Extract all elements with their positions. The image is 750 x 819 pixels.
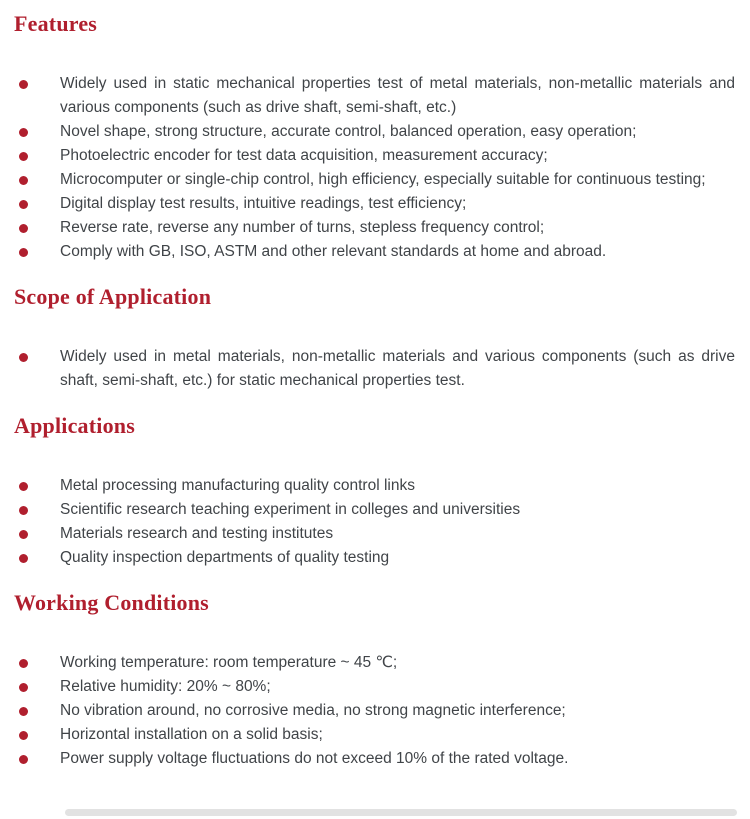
- list-item: [0, 120, 750, 144]
- list-item-text: Horizontal installation on a solid basis;: [60, 726, 323, 743]
- list-item: [0, 651, 750, 675]
- bullet-list: [0, 72, 750, 264]
- list-item: [0, 72, 750, 120]
- list-item-text: Quality inspection departments of quality testing: [60, 549, 390, 566]
- bullet-list: [0, 651, 750, 771]
- list-item: [0, 168, 750, 192]
- bullet-icon: [19, 224, 28, 233]
- horizontal-scrollbar[interactable]: [65, 809, 737, 816]
- list-item: [0, 240, 750, 264]
- bullet-icon: [19, 755, 28, 764]
- list-item-text: Metal processing manufacturing quality control links: [60, 477, 415, 494]
- list-item-text: Materials research and testing institutes: [60, 525, 334, 542]
- list-item: [0, 699, 750, 723]
- section-applications: [0, 415, 750, 570]
- list-item: [0, 192, 750, 216]
- list-item-text: Scientific research teaching experiment in colleges and universities: [60, 501, 521, 518]
- bullet-icon: [19, 248, 28, 257]
- bullet-icon: [19, 530, 28, 539]
- bullet-icon: [19, 152, 28, 161]
- list-item-text: Working temperature: room temperature ~ 45 ℃;: [60, 654, 398, 671]
- list-item-text: Photoelectric encoder for test data acquisition, measurement accuracy;: [60, 147, 548, 164]
- bullet-icon: [19, 353, 28, 362]
- bullet-icon: [19, 554, 28, 563]
- list-item-text: Comply with GB, ISO, ASTM and other relevant standards at home and abroad.: [60, 243, 607, 260]
- section-working-conditions: [0, 592, 750, 771]
- bullet-icon: [19, 200, 28, 209]
- bullet-icon: [19, 683, 28, 692]
- list-item-text: Digital display test results, intuitive readings, test efficiency;: [60, 195, 467, 212]
- list-item: [0, 675, 750, 699]
- list-item-text: Relative humidity: 20% ~ 80%;: [60, 678, 271, 695]
- list-item: [0, 144, 750, 168]
- bullet-icon: [19, 659, 28, 668]
- list-item: [0, 723, 750, 747]
- bullet-icon: [19, 707, 28, 716]
- section-heading-working-conditions: Working Conditions: [14, 590, 209, 615]
- list-item: [0, 474, 750, 498]
- bullet-icon: [19, 128, 28, 137]
- list-item-text: Widely used in metal materials, non-metallic materials and various components (such as drive shaft, semi-shaft, etc.) for static mechanical properties test.: [60, 348, 735, 389]
- list-item: [0, 747, 750, 771]
- list-item: [0, 498, 750, 522]
- list-item-text: Microcomputer or single-chip control, high efficiency, especially suitable for continuous testing;: [60, 171, 706, 188]
- document-sections: [0, 13, 750, 771]
- bullet-icon: [19, 176, 28, 185]
- bullet-icon: [19, 80, 28, 89]
- bullet-list: [0, 474, 750, 570]
- list-item-text: No vibration around, no corrosive media, no strong magnetic interference;: [60, 702, 566, 719]
- section-heading-applications: Applications: [14, 413, 135, 438]
- bullet-list: [0, 345, 750, 393]
- list-item: [0, 522, 750, 546]
- section-heading-features: Features: [14, 11, 98, 36]
- list-item-text: Novel shape, strong structure, accurate control, balanced operation, easy operation;: [60, 123, 637, 140]
- list-item: [0, 216, 750, 240]
- list-item: [0, 345, 750, 393]
- list-item-text: Reverse rate, reverse any number of turns, stepless frequency control;: [60, 219, 545, 236]
- section-scope-of-application: [0, 286, 750, 393]
- bullet-icon: [19, 482, 28, 491]
- bullet-icon: [19, 731, 28, 740]
- bullet-icon: [19, 506, 28, 515]
- section-features: [0, 13, 750, 264]
- list-item: [0, 546, 750, 570]
- list-item-text: Power supply voltage fluctuations do not exceed 10% of the rated voltage.: [60, 750, 569, 767]
- section-heading-scope-of-application: Scope of Application: [14, 284, 212, 309]
- list-item-text: Widely used in static mechanical properties test of metal materials, non-metallic materials and various components (such as drive shaft, semi-shaft, etc.): [60, 75, 735, 116]
